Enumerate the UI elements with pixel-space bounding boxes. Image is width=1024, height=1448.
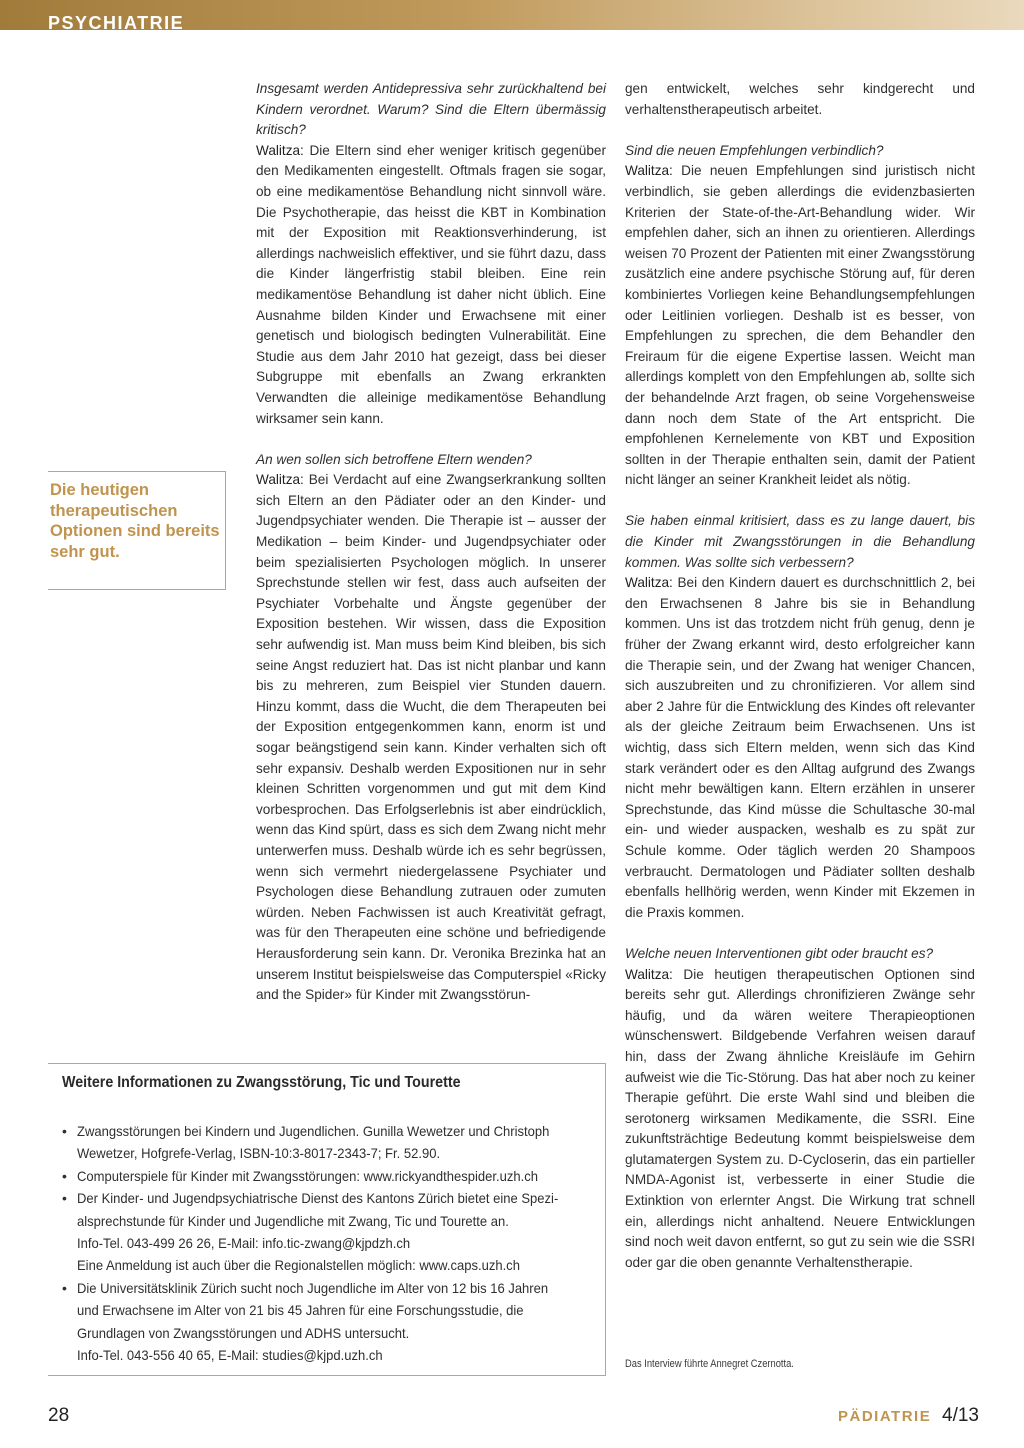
- info-list-line: Info-Tel. 043-499 26 26, E-Mail: info.tic-zwang@kjpdzh.ch: [77, 1235, 411, 1252]
- interview-question: Insgesamt werden Antidepressiva sehr zurückhaltend bei Kindern verordnet. Warum? Sind die Eltern übermässig kritisch?: [256, 81, 606, 138]
- interview-credit: Das Interview führte Annegret Czernotta.: [625, 1358, 794, 1370]
- info-box-list: [62, 1120, 592, 1366]
- bullet-icon: •: [62, 1190, 67, 1207]
- article-column-right: [625, 79, 975, 1273]
- info-box-title: Weitere Informationen zu Zwangsstörung, Tic und Tourette: [62, 1074, 461, 1091]
- info-box: [48, 1063, 606, 1376]
- interview-question: Sie haben einmal kritisiert, dass es zu lange dauert, bis die Kinder mit Zwangsstörungen in die Behandlung kommen. Was sollte sich verbessern?: [625, 513, 975, 570]
- info-list-line: Info-Tel. 043-556 40 65, E-Mail: studies@kjpd.uzh.ch: [77, 1347, 383, 1364]
- info-list-line: Computerspiele für Kinder mit Zwangsstörungen: www.rickyandthespider.uzh.ch: [77, 1167, 538, 1184]
- interview-answer: Walitza: Die Eltern sind eher weniger kritisch gegenüber den Medikamenten eingestellt. Oftmals fragen sie sogar, ob eine medikamentöse Behandlung nicht sinnvoll wäre. Die Psychotherapie, das heisst die KBT in Kombination mit der Exposition mit Reaktionsverhinderung, ist allerdings nachweislich effektiver, und sie führt dazu, dass die Kinder längerfristig stabil bleiben. Eine rein medikamentöse Behandlung ist daher nicht üblich. Eine Ausnahme bilden Kinder und Erwachsene mit einer genetisch und biologisch bedingten Vulnerabilität. Eine Studie aus dem Jahr 2010 hat gezeigt, dass bei dieser Subgruppe mit ebenfalls an Zwang erkrankten Verwandten die alleinige medikamentöse Behandlung wirksamer sein kann.: [256, 142, 606, 426]
- interview-answer: Walitza: Bei Verdacht auf eine Zwangserkrankung sollten sich Eltern an den Pädiater oder an den Kinder- und Jugendpsychiater wenden. Die Therapie ist – ausser der Medikation – beim Kinder- und Jugendpsychiater oder beim spezialisierten Psychologen möglich. In unserer Sprechstunde stellen wir fest, dass auch aufseiten der Psychiater Vorbehalte und Ängste gegenüber der Exposition bestehen. Wir wissen, dass die Exposition sehr aufwendig ist. Man muss beim Kind bleiben, bis sich seine Angst reduziert hat. Das ist nicht planbar und kann bis zu mehreren, zum Beispiel vier Stunden dauern. Hinzu kommt, dass die Wucht, die dem Therapeuten bei der Exposition entgegenkommen kann, enorm ist und sogar beängstigend sein kann. Kinder verhalten sich oft sehr expansiv. Deshalb werden Expositionen nur in sehr kleinen Schritten vorgenommen und gut mit dem Kind vorbesprochen. Das Erfolgserlebnis ist aber eindrücklich, wenn das Kind spürt, dass es sich dem Zwang nicht mehr unterwerfen muss. Deshalb würde ich es sehr begrüssen, wenn sich vermehrt niedergelassene Psychiater und Psychologen diese Behandlung zutrauen oder zumuten würden. Neben Fachwissen ist auch Kreativität gefragt, was für den Therapeuten eine schöne und befriedigende Herausforderung sein kann. Dr. Veronika Brezinka hat an unserem Institut beispielsweise das Computerspiel «Ricky and the Spider» für Kinder mit Zwangsstörun-: [256, 472, 606, 1003]
- paragraph-gap: [256, 429, 606, 450]
- info-list-line: Eine Anmeldung ist auch über die Regionalstellen möglich: www.caps.uzh.ch: [77, 1257, 520, 1274]
- info-list-line: Die Universitätsklinik Zürich sucht noch Jugendliche im Alter von 12 bis 16 Jahren: [77, 1279, 549, 1296]
- page-number: 28: [48, 1405, 70, 1426]
- interview-question: Welche neuen Interventionen gibt oder braucht es?: [625, 945, 934, 961]
- paragraph-gap: [625, 923, 975, 944]
- interview-question: An wen sollen sich betroffene Eltern wenden?: [256, 451, 532, 467]
- speaker-label: Walitza:: [625, 163, 682, 179]
- info-list-line: und Erwachsene im Alter von 21 bis 45 Jahren für eine Forschungsstudie, die: [77, 1302, 524, 1319]
- interview-answer: gen entwickelt, welches sehr kindgerecht und verhaltenstherapeutisch arbeitet.: [625, 81, 975, 117]
- bullet-icon: •: [62, 1123, 67, 1139]
- issue-number: 4/13: [942, 1405, 979, 1426]
- interview-answer: Walitza: Die neuen Empfehlungen sind juristisch nicht verbindlich, sie geben allerdings die evidenzbasierten Kriterien der State-of-the-Art-Behandlung wider. Wir empfehlen daher, sich an ihnen zu orientieren. Allerdings weisen 70 Prozent der Patienten mit einer Zwangsstörung zusätzlich eine andere psychische Störung auf, für deren kombiniertes Vorliegen keine Behandlungsempfehlungen oder Leitlinien vorliegen. Deshalb ist es besser, von Empfehlungen zu sprechen, die dem Behandler den Freiraum für die eigene Expertise lassen. Weicht man allerdings komplett von den Empfehlungen ab, sollte sich der behandelnde Arzt fragen, ob seine Vorgehensweise dann noch dem State of the Art entspricht. Die empfohlenen Kernelemente von KBT und Exposition sollten in der Therapie enthalten sein, damit der Patient nicht länger an seiner Krankheit leidet als nötig.: [625, 163, 975, 488]
- pull-quote-box: [48, 471, 226, 590]
- info-list-line: Der Kinder- und Jugendpsychiatrische Dienst des Kantons Zürich bietet eine Spezi-: [77, 1190, 559, 1207]
- journal-name: PÄDIATRIE: [838, 1408, 932, 1425]
- interview-answer: Walitza: Bei den Kindern dauert es durchschnittlich 2, bei den Erwachsenen 8 Jahre bis sie in Behandlung kommen. Uns ist das trotzdem nicht früh genug, denn je früher der Zwang erkannt wird, desto erfolgreicher kann die Therapie sein, und der Zwang hat weniger Chancen, sich auszubreiten und zu chronifizieren. Vor allem sind aber 2 Jahre für die Entwicklung des Kindes oft relevanter als der gleiche Zeitraum beim Erwachsenen. Uns ist wichtig, dass sich Eltern melden, wenn sich das Kind stark verändert oder es den Alltag aufgrund des Zwangs nicht mehr bewältigen kann. Eltern erzählen in unserer Sprechstunde, das Kind müsse die Schultasche 30-mal ein- und wieder auspacken, weshalb es zu spät zur Schule komme. Oder täglich werden 20 Shampoos verbraucht. Dermatologen und Pädiater sollten deshalb ebenfalls hellhörig werden, wenn Kinder mit Ekzemen in die Praxis kommen.: [625, 575, 975, 920]
- bullet-icon: •: [62, 1167, 67, 1184]
- bullet-icon: •: [62, 1279, 67, 1296]
- info-list-item: [62, 1277, 592, 1367]
- info-list-line: Wewetzer, Hofgrefe-Verlag, ISBN-10:3-8017-2343-7; Fr. 52.90.: [77, 1145, 441, 1162]
- speaker-label: Walitza:: [625, 966, 684, 982]
- info-list-item: [62, 1165, 592, 1187]
- info-list-item: [62, 1187, 592, 1277]
- interview-question: Sind die neuen Empfehlungen verbindlich?: [625, 142, 884, 158]
- speaker-label: Walitza:: [625, 575, 678, 591]
- speaker-label: Walitza:: [256, 142, 310, 158]
- pull-quote-text: Die heutigen therapeutischen Optionen sind bereits sehr gut.: [50, 481, 220, 561]
- info-list-line: Grundlagen von Zwangsstörungen und ADHS untersucht.: [77, 1324, 410, 1341]
- info-list-item: [62, 1120, 592, 1165]
- section-label: PSYCHIATRIE: [48, 13, 185, 30]
- interview-answer: Walitza: Die heutigen therapeutischen Optionen sind bereits sehr gut. Allerdings chronifizieren Zwänge sehr häufig, und da wären weitere Therapieoptionen wünschenswert. Bildgebende Verfahren weisen darauf hin, dass der Zwang ähnliche Kreisläufe im Gehirn aufweist wie die Tic-Störung. Das hat aber noch zu keiner Therapie geführt. Die erste Wahl sind und bleiben die serotonerg wirksamen Medikamente, die SSRI. Eine zukunftsträchtige Bedeutung kommt beispielsweise dem glutamatergen System zu. D-Cycloserin, das ein partieller NMDA-Agonist ist, verbesserte in einer Studie die Extinktion von erlernter Angst. Die Wirkung trat schnell ein, allerdings nicht anhaltend. Neuere Entwicklungen sind noch weit davon entfernt, so gut zu sein wie die SSRI oder gar die oben genannte Verhaltenstherapie.: [625, 966, 975, 1270]
- info-list-line: alsprechstunde für Kinder und Jugendliche mit Zwang, Tic und Tourette an.: [77, 1212, 509, 1229]
- article-column-left: [256, 79, 606, 1006]
- info-list-line: Zwangsstörungen bei Kindern und Jugendlichen. Gunilla Wewetzer und Christoph: [77, 1123, 550, 1139]
- paragraph-gap: [625, 120, 975, 141]
- paragraph-gap: [625, 491, 975, 512]
- speaker-label: Walitza:: [256, 472, 309, 488]
